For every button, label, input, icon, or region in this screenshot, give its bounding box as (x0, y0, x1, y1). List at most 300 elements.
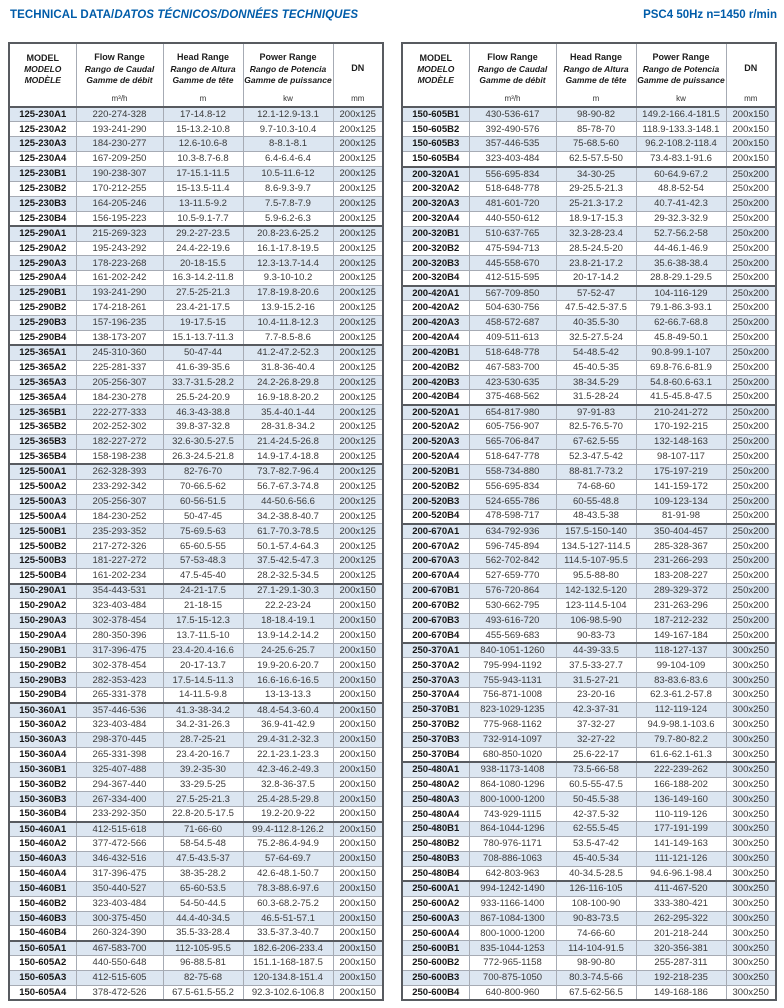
head-cell: 28.7-25-21 (163, 732, 243, 747)
power-cell: 13.9-14.2-14.2 (243, 628, 333, 643)
model-cell: 200-420A3 (402, 315, 469, 330)
table-row (402, 464, 776, 479)
flow-cell: 800-1000-1200 (469, 926, 556, 941)
power-cell: 132-148-163 (636, 435, 726, 450)
model-cell: 250-370B2 (402, 718, 469, 733)
power-cell: 16.1-17.8-19.5 (243, 241, 333, 256)
head-cell: 34-30-25 (556, 167, 636, 182)
table-row (9, 718, 383, 733)
power-cell: 320-356-381 (636, 941, 726, 956)
dn-cell: 300x250 (726, 688, 776, 703)
power-cell: 79.1-86.3-93.1 (636, 301, 726, 316)
flow-cell: 346-432-516 (76, 852, 163, 867)
model-cell: 125-500B2 (9, 539, 76, 554)
header-row (9, 43, 383, 107)
power-cell: 13-13-13.3 (243, 688, 333, 703)
head-cell: 32.6-30.5-27.5 (163, 435, 243, 450)
head-cell: 108-100-90 (556, 896, 636, 911)
flow-cell: 182-227-272 (76, 435, 163, 450)
table-row (9, 405, 383, 420)
dn-cell: 300x250 (726, 762, 776, 777)
head-cell: 45-40.5-35 (556, 360, 636, 375)
model-cell: 250-600A1 (402, 881, 469, 896)
model-cell: 250-370A3 (402, 673, 469, 688)
flow-cell: 567-709-850 (469, 286, 556, 301)
dn-cell: 200x150 (726, 152, 776, 167)
table-row (402, 420, 776, 435)
power-cell: 111-121-126 (636, 852, 726, 867)
flow-cell: 265-331-398 (76, 747, 163, 762)
flow-cell: 138-173-207 (76, 330, 163, 345)
power-cell: 94.9-98.1-103.6 (636, 718, 726, 733)
flow-cell: 527-659-770 (469, 569, 556, 584)
dn-cell: 250x200 (726, 226, 776, 241)
dn-cell: 300x250 (726, 926, 776, 941)
head-cell: 27.5-25-21.3 (163, 286, 243, 301)
power-cell: 73.7-82.7-96.4 (243, 464, 333, 479)
head-cell: 126-116-105 (556, 881, 636, 896)
col-header-head: Head Range Rango de Altura Gamme de tête m (163, 43, 243, 107)
head-cell: 57-53-48.3 (163, 554, 243, 569)
table-row (402, 584, 776, 599)
power-cell: 9.7-10.3-10.4 (243, 122, 333, 137)
model-cell: 250-480A1 (402, 762, 469, 777)
dn-cell: 300x250 (726, 777, 776, 792)
dn-cell: 200x125 (333, 152, 383, 167)
dn-cell: 250x200 (726, 613, 776, 628)
power-cell: 262-295-322 (636, 911, 726, 926)
table-row (402, 688, 776, 703)
flow-cell: 780-976-1171 (469, 837, 556, 852)
model-cell: 125-500A2 (9, 479, 76, 494)
flow-cell: 205-256-307 (76, 375, 163, 390)
col-header-model: MODEL MODELO MODÈLE (402, 43, 469, 107)
model-cell: 150-460B4 (9, 926, 76, 941)
flow-cell: 467-583-700 (469, 360, 556, 375)
model-cell: 125-365B3 (9, 435, 76, 450)
dn-cell: 200x125 (333, 271, 383, 286)
table-row (9, 837, 383, 852)
model-cell: 125-500A4 (9, 509, 76, 524)
head-cell: 10.5-9.1-7.7 (163, 211, 243, 226)
flow-cell: 743-929-1115 (469, 807, 556, 822)
table-row (402, 241, 776, 256)
flow-cell: 181-227-272 (76, 554, 163, 569)
power-cell: 12.3-13.7-14.4 (243, 256, 333, 271)
table-row (402, 673, 776, 688)
model-cell: 150-290A4 (9, 628, 76, 643)
dn-cell: 200x125 (333, 315, 383, 330)
model-cell: 150-460A2 (9, 837, 76, 852)
flow-cell: 840-1051-1260 (469, 643, 556, 658)
dn-cell: 200x150 (333, 837, 383, 852)
flow-cell: 478-598-717 (469, 509, 556, 524)
model-cell: 200-670A3 (402, 554, 469, 569)
dn-cell: 250x200 (726, 494, 776, 509)
power-cell: 18-18.4-19.1 (243, 613, 333, 628)
flow-cell: 933-1166-1400 (469, 896, 556, 911)
power-cell: 112-119-124 (636, 703, 726, 718)
head-cell: 54-50-44.5 (163, 896, 243, 911)
table-row (402, 807, 776, 822)
dn-cell: 300x250 (726, 807, 776, 822)
dn-cell: 200x125 (333, 107, 383, 122)
power-cell: 177-191-199 (636, 822, 726, 837)
power-cell: 118-127-137 (636, 643, 726, 658)
head-cell: 17-14.8-12 (163, 107, 243, 122)
model-cell: 150-460B1 (9, 881, 76, 896)
model-cell: 150-605A1 (9, 941, 76, 956)
flow-cell: 518-648-778 (469, 181, 556, 196)
table-row (402, 896, 776, 911)
dn-cell: 200x150 (333, 673, 383, 688)
model-cell: 150-605B4 (402, 152, 469, 167)
flow-cell: 493-616-720 (469, 613, 556, 628)
col-header-flow: Flow Range Rango de Caudal Gamme de débit m³/h (76, 43, 163, 107)
power-cell: 170-192-215 (636, 420, 726, 435)
table-row (402, 643, 776, 658)
flow-cell: 524-655-786 (469, 494, 556, 509)
power-cell: 141-149-163 (636, 837, 726, 852)
dn-cell: 200x150 (726, 107, 776, 122)
power-cell: 27.1-29.1-30.3 (243, 584, 333, 599)
model-cell: 125-290B4 (9, 330, 76, 345)
dn-cell: 200x125 (333, 494, 383, 509)
flow-cell: 556-695-834 (469, 167, 556, 182)
dn-cell: 200x125 (333, 509, 383, 524)
head-cell: 88-81.7-73.2 (556, 464, 636, 479)
model-cell: 150-460B2 (9, 896, 76, 911)
head-cell: 39.2-35-30 (163, 762, 243, 777)
table-row (9, 941, 383, 956)
head-cell: 19-17.5-15 (163, 315, 243, 330)
dn-cell: 300x250 (726, 941, 776, 956)
head-cell: 33.7-31.5-28.2 (163, 375, 243, 390)
table-row (402, 211, 776, 226)
dn-cell: 250x200 (726, 167, 776, 182)
head-cell: 17.5-15-12.3 (163, 613, 243, 628)
head-cell: 58-54.5-48 (163, 837, 243, 852)
head-cell: 32-27-22 (556, 732, 636, 747)
power-cell: 92.3-102.6-106.8 (243, 986, 333, 1001)
power-cell: 14.9-17.4-18.8 (243, 449, 333, 464)
head-cell: 20-18-15.5 (163, 256, 243, 271)
table-row (9, 509, 383, 524)
flow-cell: 350-440-527 (76, 881, 163, 896)
table-row (402, 837, 776, 852)
head-cell: 17.5-14.5-11.3 (163, 673, 243, 688)
dn-cell: 200x125 (333, 360, 383, 375)
head-cell: 123-114.5-104 (556, 598, 636, 613)
dn-cell: 200x125 (333, 256, 383, 271)
model-cell: 200-320B1 (402, 226, 469, 241)
dn-cell: 200x150 (333, 777, 383, 792)
dn-cell: 200x125 (333, 464, 383, 479)
dn-cell: 250x200 (726, 375, 776, 390)
power-cell: 60-64.9-67.2 (636, 167, 726, 182)
dn-cell: 200x150 (333, 866, 383, 881)
flow-cell: 245-310-360 (76, 345, 163, 360)
table-row (402, 971, 776, 986)
head-cell: 25-21.3-17.2 (556, 196, 636, 211)
model-cell: 200-420A2 (402, 301, 469, 316)
model-cell: 250-480A3 (402, 792, 469, 807)
model-cell: 125-500B1 (9, 524, 76, 539)
head-cell: 65-60.5-55 (163, 539, 243, 554)
dn-cell: 200x125 (333, 137, 383, 152)
head-cell: 95.5-88-80 (556, 569, 636, 584)
table-row (9, 107, 383, 122)
dn-cell: 250x200 (726, 405, 776, 420)
power-cell: 19.9-20.6-20.7 (243, 658, 333, 673)
head-cell: 52.3-47.5-42 (556, 449, 636, 464)
power-cell: 10.5-11.6-12 (243, 167, 333, 182)
table-row (9, 762, 383, 777)
dn-cell: 200x150 (333, 747, 383, 762)
power-cell: 9.3-10-10.2 (243, 271, 333, 286)
power-cell: 222-239-262 (636, 762, 726, 777)
table-row (9, 315, 383, 330)
model-cell: 250-480A4 (402, 807, 469, 822)
head-cell: 15-13.2-10.8 (163, 122, 243, 137)
head-cell: 75-68.5-60 (556, 137, 636, 152)
head-cell: 18.9-17-15.3 (556, 211, 636, 226)
flow-cell: 220-274-328 (76, 107, 163, 122)
head-cell: 45-40.5-34 (556, 852, 636, 867)
model-cell: 150-290A2 (9, 598, 76, 613)
model-cell: 250-370B4 (402, 747, 469, 762)
head-cell: 75-69.5-63 (163, 524, 243, 539)
dn-cell: 200x125 (333, 167, 383, 182)
tables-container (8, 42, 777, 1001)
table-row (402, 822, 776, 837)
flow-cell: 596-745-894 (469, 539, 556, 554)
table-row (9, 137, 383, 152)
table-row (402, 852, 776, 867)
dn-cell: 200x150 (726, 137, 776, 152)
head-cell: 62-55.5-45 (556, 822, 636, 837)
power-cell: 99.4-112.8-126.2 (243, 822, 333, 837)
flow-cell: 708-886-1063 (469, 852, 556, 867)
head-cell: 20-17-14.2 (556, 271, 636, 286)
dn-cell: 300x250 (726, 792, 776, 807)
flow-cell: 504-630-756 (469, 301, 556, 316)
model-cell: 200-420B3 (402, 375, 469, 390)
model-cell: 125-365B4 (9, 449, 76, 464)
model-cell: 150-605B3 (402, 137, 469, 152)
table-row (9, 256, 383, 271)
dn-cell: 300x250 (726, 956, 776, 971)
head-cell: 50-47-44 (163, 345, 243, 360)
col-header-flow: Flow Range Rango de Caudal Gamme de débit m³/h (469, 43, 556, 107)
head-cell: 112-105-95.5 (163, 941, 243, 956)
dn-cell: 200x125 (333, 122, 383, 137)
table-row (402, 747, 776, 762)
table-row (9, 196, 383, 211)
flow-cell: 294-367-440 (76, 777, 163, 792)
power-cell: 192-218-235 (636, 971, 726, 986)
flow-cell: 680-850-1020 (469, 747, 556, 762)
power-cell: 17.8-19.8-20.6 (243, 286, 333, 301)
power-cell: 61.7-70.3-78.5 (243, 524, 333, 539)
model-cell: 150-605A2 (9, 956, 76, 971)
head-cell: 24.4-22-19.6 (163, 241, 243, 256)
head-cell: 82-76-70 (163, 464, 243, 479)
power-cell: 182.6-206-233.4 (243, 941, 333, 956)
table-row (402, 375, 776, 390)
head-cell: 134.5-127-114.5 (556, 539, 636, 554)
model-cell: 200-520A3 (402, 435, 469, 450)
power-cell: 48.8-52-54 (636, 181, 726, 196)
table-row (9, 777, 383, 792)
dn-cell: 200x125 (333, 554, 383, 569)
page-title-translations: DATOS TÉCNICOS/DONNÉES TECHNIQUES (114, 9, 359, 21)
flow-cell: 222-277-333 (76, 405, 163, 420)
head-cell: 15.1-13.7-11.3 (163, 330, 243, 345)
flow-cell: 260-324-390 (76, 926, 163, 941)
model-cell: 200-420B4 (402, 390, 469, 405)
table-row (402, 107, 776, 122)
dn-cell: 200x125 (333, 196, 383, 211)
power-cell: 21.4-24.5-26.8 (243, 435, 333, 450)
dn-cell: 200x125 (333, 375, 383, 390)
dn-cell: 250x200 (726, 330, 776, 345)
flow-cell: 323-403-484 (76, 598, 163, 613)
table-row (9, 226, 383, 241)
model-cell: 150-290B3 (9, 673, 76, 688)
table-row (9, 747, 383, 762)
head-cell: 15-13.5-11.4 (163, 181, 243, 196)
model-cell: 150-290B2 (9, 658, 76, 673)
dn-cell: 200x125 (333, 449, 383, 464)
model-cell: 200-320A4 (402, 211, 469, 226)
dn-cell: 200x125 (333, 286, 383, 301)
model-cell: 200-420A1 (402, 286, 469, 301)
table-row (402, 777, 776, 792)
dn-cell: 250x200 (726, 479, 776, 494)
flow-cell: 800-1000-1200 (469, 792, 556, 807)
power-cell: 120-134.8-151.4 (243, 971, 333, 986)
power-cell: 12.1-12.9-13.1 (243, 107, 333, 122)
table-row (402, 554, 776, 569)
flow-cell: 412-515-618 (76, 822, 163, 837)
dn-cell: 300x250 (726, 673, 776, 688)
power-cell: 44-50.6-56.6 (243, 494, 333, 509)
flow-cell: 184-230-277 (76, 137, 163, 152)
model-cell: 150-290B1 (9, 643, 76, 658)
model-cell: 150-360B4 (9, 807, 76, 822)
dn-cell: 200x150 (333, 584, 383, 599)
head-cell: 60.5-55-47.5 (556, 777, 636, 792)
model-cell: 150-460A4 (9, 866, 76, 881)
power-cell: 57-64-69.7 (243, 852, 333, 867)
dn-cell: 300x250 (726, 703, 776, 718)
power-cell: 42.3-46.2-49.3 (243, 762, 333, 777)
model-cell: 250-370B3 (402, 732, 469, 747)
dn-cell: 300x250 (726, 896, 776, 911)
flow-cell: 156-195-223 (76, 211, 163, 226)
power-cell: 175-197-219 (636, 464, 726, 479)
table-row (402, 732, 776, 747)
model-cell: 200-520B4 (402, 509, 469, 524)
power-cell: 411-467-520 (636, 881, 726, 896)
head-cell: 47.5-45-40 (163, 569, 243, 584)
dn-cell: 200x150 (333, 911, 383, 926)
flow-cell: 157-196-235 (76, 315, 163, 330)
table-row (9, 286, 383, 301)
table-row (402, 405, 776, 420)
power-cell: 29-32.3-32.9 (636, 211, 726, 226)
model-cell: 125-230B3 (9, 196, 76, 211)
flow-cell: 445-558-670 (469, 256, 556, 271)
model-cell: 200-670B3 (402, 613, 469, 628)
head-cell: 23.4-20.4-16.6 (163, 643, 243, 658)
table-row (9, 822, 383, 837)
col-header-model: MODEL MODELO MODÈLE (9, 43, 76, 107)
power-cell: 8.6-9.3-9.7 (243, 181, 333, 196)
power-cell: 94.6-96.1-98.4 (636, 866, 726, 881)
model-cell: 200-670A4 (402, 569, 469, 584)
flow-cell: 412-515-605 (76, 971, 163, 986)
dn-cell: 200x125 (333, 330, 383, 345)
table-row (402, 330, 776, 345)
head-cell: 157.5-150-140 (556, 524, 636, 539)
flow-cell: 317-396-475 (76, 643, 163, 658)
dn-cell: 300x250 (726, 866, 776, 881)
flow-cell: 640-800-960 (469, 986, 556, 1001)
table-row (9, 598, 383, 613)
dn-cell: 200x150 (333, 926, 383, 941)
table-row (9, 613, 383, 628)
header-bar (10, 9, 777, 21)
table-row (402, 315, 776, 330)
power-cell: 110-119-126 (636, 807, 726, 822)
flow-cell: 440-550-612 (469, 211, 556, 226)
flow-cell: 864-1044-1296 (469, 822, 556, 837)
flow-cell: 518-647-778 (469, 449, 556, 464)
table-row (402, 301, 776, 316)
table-row (9, 345, 383, 360)
head-cell: 35.5-33-28.4 (163, 926, 243, 941)
dn-cell: 300x250 (726, 822, 776, 837)
dn-cell: 200x125 (333, 241, 383, 256)
table-row (9, 524, 383, 539)
dn-cell: 250x200 (726, 315, 776, 330)
model-cell: 250-480B1 (402, 822, 469, 837)
head-cell: 114.5-107-95.5 (556, 554, 636, 569)
head-cell: 17-15.1-11.5 (163, 167, 243, 182)
power-cell: 22.2-23-24 (243, 598, 333, 613)
col-header-power: Power Range Rango de Potencia Gamme de puissance kw (243, 43, 333, 107)
table-row (402, 703, 776, 718)
col-header-head: Head Range Rango de Altura Gamme de tête m (556, 43, 636, 107)
flow-cell: 170-212-255 (76, 181, 163, 196)
model-cell: 150-460A3 (9, 852, 76, 867)
head-cell: 50-47-45 (163, 509, 243, 524)
table-row (9, 643, 383, 658)
model-cell: 125-290A2 (9, 241, 76, 256)
head-cell: 31.5-27-21 (556, 673, 636, 688)
flow-cell: 756-871-1008 (469, 688, 556, 703)
flow-cell: 323-403-484 (76, 718, 163, 733)
table-row (9, 703, 383, 718)
flow-cell: 300-375-450 (76, 911, 163, 926)
flow-cell: 190-238-307 (76, 167, 163, 182)
power-cell: 99-104-109 (636, 658, 726, 673)
table-row (9, 866, 383, 881)
model-cell: 150-360A3 (9, 732, 76, 747)
col-header-power: Power Range Rango de Potencia Gamme de puissance kw (636, 43, 726, 107)
